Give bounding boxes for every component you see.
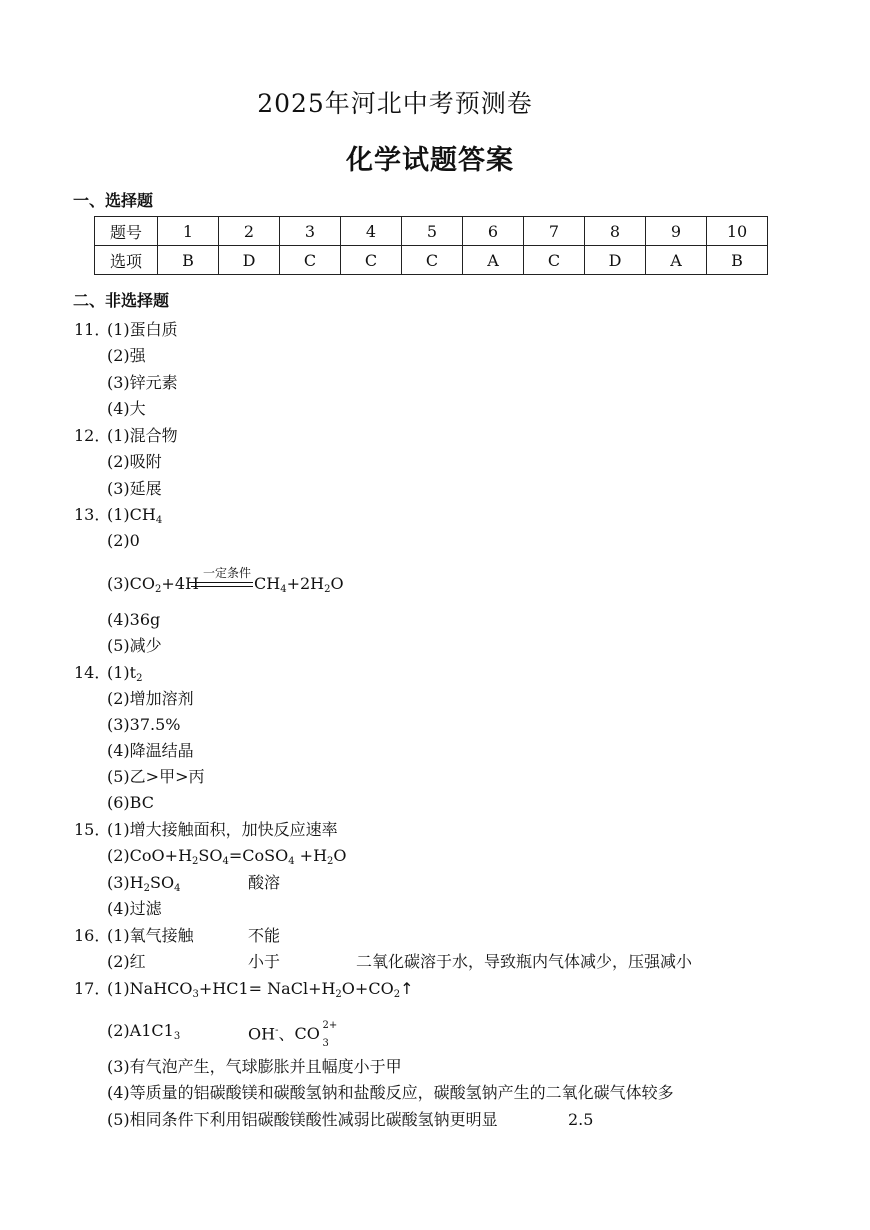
table-row-label: 题号 <box>95 217 158 246</box>
reaction-condition: 一定条件 <box>202 566 251 580</box>
answer-line: (3)有气泡产生，气球膨胀并且幅度小于甲 <box>107 1057 402 1076</box>
answer-line: $(2)A1C1_3$ <box>107 1021 181 1042</box>
table-cell: 3 <box>280 217 341 246</box>
answer-line: (3)延展 <box>107 479 162 498</box>
answer-line: (1)氧气接触 <box>107 926 194 945</box>
table-cell: B <box>158 246 219 275</box>
answer-line: (5)乙>甲>丙 <box>107 767 205 786</box>
answer-line: $(1)CH_4$ <box>107 505 163 526</box>
answer-line: (2)吸附 <box>107 452 162 471</box>
answer-line: (3)锌元素 <box>107 373 178 392</box>
table-cell: 6 <box>463 217 524 246</box>
answer-line: (2)0 <box>107 531 140 550</box>
table-cell: C <box>341 246 402 275</box>
table-row-answers <box>95 246 768 275</box>
equation-reactants: $(3)CO_2+4H$ <box>107 574 199 595</box>
table-cell: 7 <box>524 217 585 246</box>
page-subtitle: 化学试题答案 <box>346 145 514 176</box>
table-cell: A <box>646 246 707 275</box>
table-cell: C <box>402 246 463 275</box>
table-cell: C <box>524 246 585 275</box>
answer-line: (2)红 <box>107 952 146 971</box>
answer-line: (1)蛋白质 <box>107 320 178 339</box>
answer-line: 酸溶 <box>248 873 281 892</box>
table-cell: B <box>707 246 768 275</box>
answer-line: $(2)CoO+H_2SO_4=CoSO_4 +H_2O$ <box>107 846 347 867</box>
question-number: 11． <box>74 320 111 339</box>
table-cell: D <box>219 246 280 275</box>
answer-line: (5)相同条件下利用铝碳酸镁酸性减弱比碳酸氢钠更明显 <box>107 1110 498 1129</box>
table-cell: 5 <box>402 217 463 246</box>
answer-line: 小于 <box>248 952 281 971</box>
answer-line: (3)37.5% <box>107 715 181 734</box>
answer-line: (4)等质量的铝碳酸镁和碳酸氢钠和盐酸反应，碳酸氢钠产生的二氧化碳气体较多 <box>107 1083 674 1102</box>
answer-line: (6)BC <box>107 793 154 812</box>
answer-line: (2)强 <box>107 346 146 365</box>
page-title: 2025年河北中考预测卷 <box>257 89 533 118</box>
table-cell: 2 <box>219 217 280 246</box>
question-number: 12． <box>74 426 111 445</box>
table-cell: A <box>463 246 524 275</box>
answer-line: (4)36g <box>107 610 161 629</box>
answer-line: $(3)H_2SO_4$ <box>107 873 181 894</box>
answer-line: (4)过滤 <box>107 899 162 918</box>
answer-line: 2.5 <box>568 1110 594 1129</box>
answer-line: (1)NaHCO$_3$+HC1= $NaCl+H_2O+CO_2↑$ <box>107 979 414 1000</box>
table-cell: 10 <box>707 217 768 246</box>
table-cell: 1 <box>158 217 219 246</box>
table-row-questions <box>95 217 768 246</box>
equation-products: $CH_4+2H_2O$ <box>254 574 344 595</box>
question-number: 15． <box>74 820 111 839</box>
answer-line: (4)大 <box>107 399 146 418</box>
table-cell: C <box>280 246 341 275</box>
question-number: 17． <box>74 979 111 998</box>
ion-list: OH-、CO 2+ 3 <box>248 1020 338 1050</box>
table-cell: 8 <box>585 217 646 246</box>
answer-line: (4)降温结晶 <box>107 741 194 760</box>
answer-line: 二氧化碳溶于水，导致瓶内气体减少，压强减小 <box>356 952 693 971</box>
section-heading-choice: 一、选择题 <box>73 191 154 210</box>
answer-line: 不能 <box>248 926 281 945</box>
answer-line: (1)增大接触面积，加快反应速率 <box>107 820 338 839</box>
table-cell: 4 <box>341 217 402 246</box>
question-number: 13． <box>74 505 111 524</box>
answer-line: (5)减少 <box>107 636 162 655</box>
gas-arrow-icon: ↑ <box>400 979 414 998</box>
answer-line: (1)混合物 <box>107 426 178 445</box>
section-heading-nonchoice: 二、非选择题 <box>73 291 170 310</box>
table-cell: 9 <box>646 217 707 246</box>
table-row-label: 选项 <box>95 246 158 275</box>
table-cell: D <box>585 246 646 275</box>
answer-table <box>94 216 768 275</box>
equals-bar <box>191 582 253 587</box>
question-number: 16． <box>74 926 111 945</box>
question-number: 14． <box>74 663 111 682</box>
answer-line: $(1)t_2$ <box>107 663 143 684</box>
answer-line: (2)增加溶剂 <box>107 689 194 708</box>
